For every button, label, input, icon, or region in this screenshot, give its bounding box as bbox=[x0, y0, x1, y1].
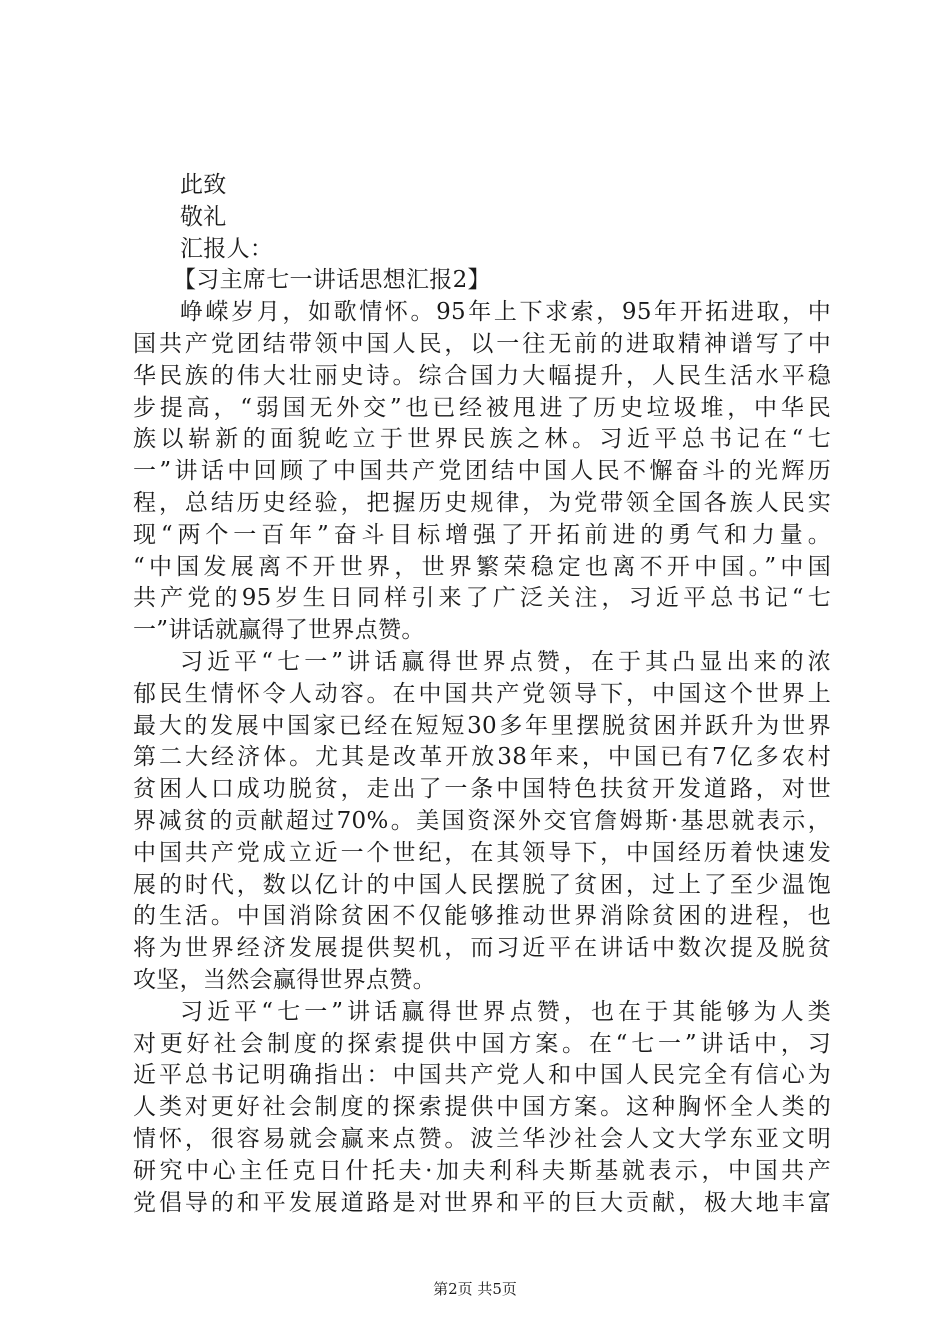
paragraph-line: “中国发展离不开世界，世界繁荣稳定也离不开中国。”中国 bbox=[133, 553, 831, 580]
paragraph-line: 族以崭新的面貌屹立于世界民族之林。习近平总书记在“七 bbox=[133, 426, 831, 453]
paragraph-line: 情怀，很容易就会赢来点赞。波兰华沙社会人文大学东亚文明 bbox=[133, 1125, 831, 1152]
paragraph-line: 现“两个一百年”奋斗目标增强了开拓前进的勇气和力量。 bbox=[133, 521, 831, 548]
paragraph-line: 第二大经济体。尤其是改革开放38年来，中国已有7亿多农村 bbox=[133, 744, 831, 771]
paragraph-line: 攻坚，当然会赢得世界点赞。 bbox=[133, 966, 436, 993]
paragraph-line: 近平总书记明确指出：中国共产党人和中国人民完全有信心为 bbox=[133, 1062, 831, 1089]
closing-salutation-2: 敬礼 bbox=[180, 203, 227, 230]
section-title: 【习主席七一讲话思想汇报2】 bbox=[173, 267, 491, 294]
paragraph-line: 共产党的95岁生日同样引来了广泛关注，习近平总书记“七 bbox=[133, 585, 831, 612]
paragraph-line: 习近平“七一”讲话赢得世界点赞，也在于其能够为人类 bbox=[180, 998, 831, 1025]
paragraph-line: 国共产党团结带领中国人民，以一往无前的进取精神谱写了中 bbox=[133, 330, 831, 357]
paragraph-line: 中国共产党成立近一个世纪，在其领导下，中国经历着快速发 bbox=[133, 839, 831, 866]
paragraph-line: 华民族的伟大壮丽史诗。综合国力大幅提升，人民生活水平稳 bbox=[133, 362, 831, 389]
paragraph-line: 郁民生情怀令人动容。在中国共产党领导下，中国这个世界上 bbox=[133, 680, 831, 707]
paragraph-line: 峥嵘岁月，如歌情怀。95年上下求索，95年开拓进取，中 bbox=[180, 299, 831, 326]
reporter-label: 汇报人： bbox=[180, 235, 274, 262]
paragraph-line: 最大的发展中国家已经在短短30多年里摆脱贫困并跃升为世界 bbox=[133, 712, 831, 739]
paragraph-line: 一”讲话就赢得了世界点赞。 bbox=[133, 617, 425, 644]
paragraphs bbox=[133, 297, 831, 1219]
paragraph-line: 程，总结历史经验，把握历史规律，为党带领全国各族人民实 bbox=[133, 489, 831, 516]
paragraph-line: 界减贫的贡献超过70%。美国资深外交官詹姆斯·基思就表示， bbox=[133, 807, 831, 834]
closing-salutation-1: 此致 bbox=[180, 172, 227, 198]
paragraph-line: 党倡导的和平发展道路是对世界和平的巨大贡献，极大地丰富 bbox=[133, 1189, 831, 1216]
paragraph-line: 展的时代，数以亿计的中国人民摆脱了贫困，过上了至少温饱 bbox=[133, 871, 831, 898]
paragraph-line: 习近平“七一”讲话赢得世界点赞，在于其凸显出来的浓 bbox=[180, 648, 831, 675]
paragraph-line: 一”讲话中回顾了中国共产党团结中国人民不懈奋斗的光辉历 bbox=[133, 458, 831, 485]
paragraph-line: 研究中心主任克日什托夫·加夫利科夫斯基就表示，中国共产 bbox=[133, 1157, 831, 1184]
document-body bbox=[133, 170, 831, 1219]
paragraph-line: 的生活。中国消除贫困不仅能够推动世界消除贫困的进程，也 bbox=[133, 903, 831, 930]
page-number-footer: 第2页 共5页 bbox=[433, 1280, 517, 1298]
paragraph-line: 步提高，“弱国无外交”也已经被甩进了历史垃圾堆，中华民 bbox=[133, 394, 831, 421]
paragraph-line: 人类对更好社会制度的探索提供中国方案。这种胸怀全人类的 bbox=[133, 1094, 831, 1121]
paragraph-line: 对更好社会制度的探索提供中国方案。在“七一”讲话中，习 bbox=[133, 1030, 831, 1057]
paragraph-line: 将为世界经济发展提供契机，而习近平在讲话中数次提及脱贫 bbox=[133, 935, 831, 962]
paragraph-line: 贫困人口成功脱贫，走出了一条中国特色扶贫开发道路，对世 bbox=[133, 776, 831, 803]
